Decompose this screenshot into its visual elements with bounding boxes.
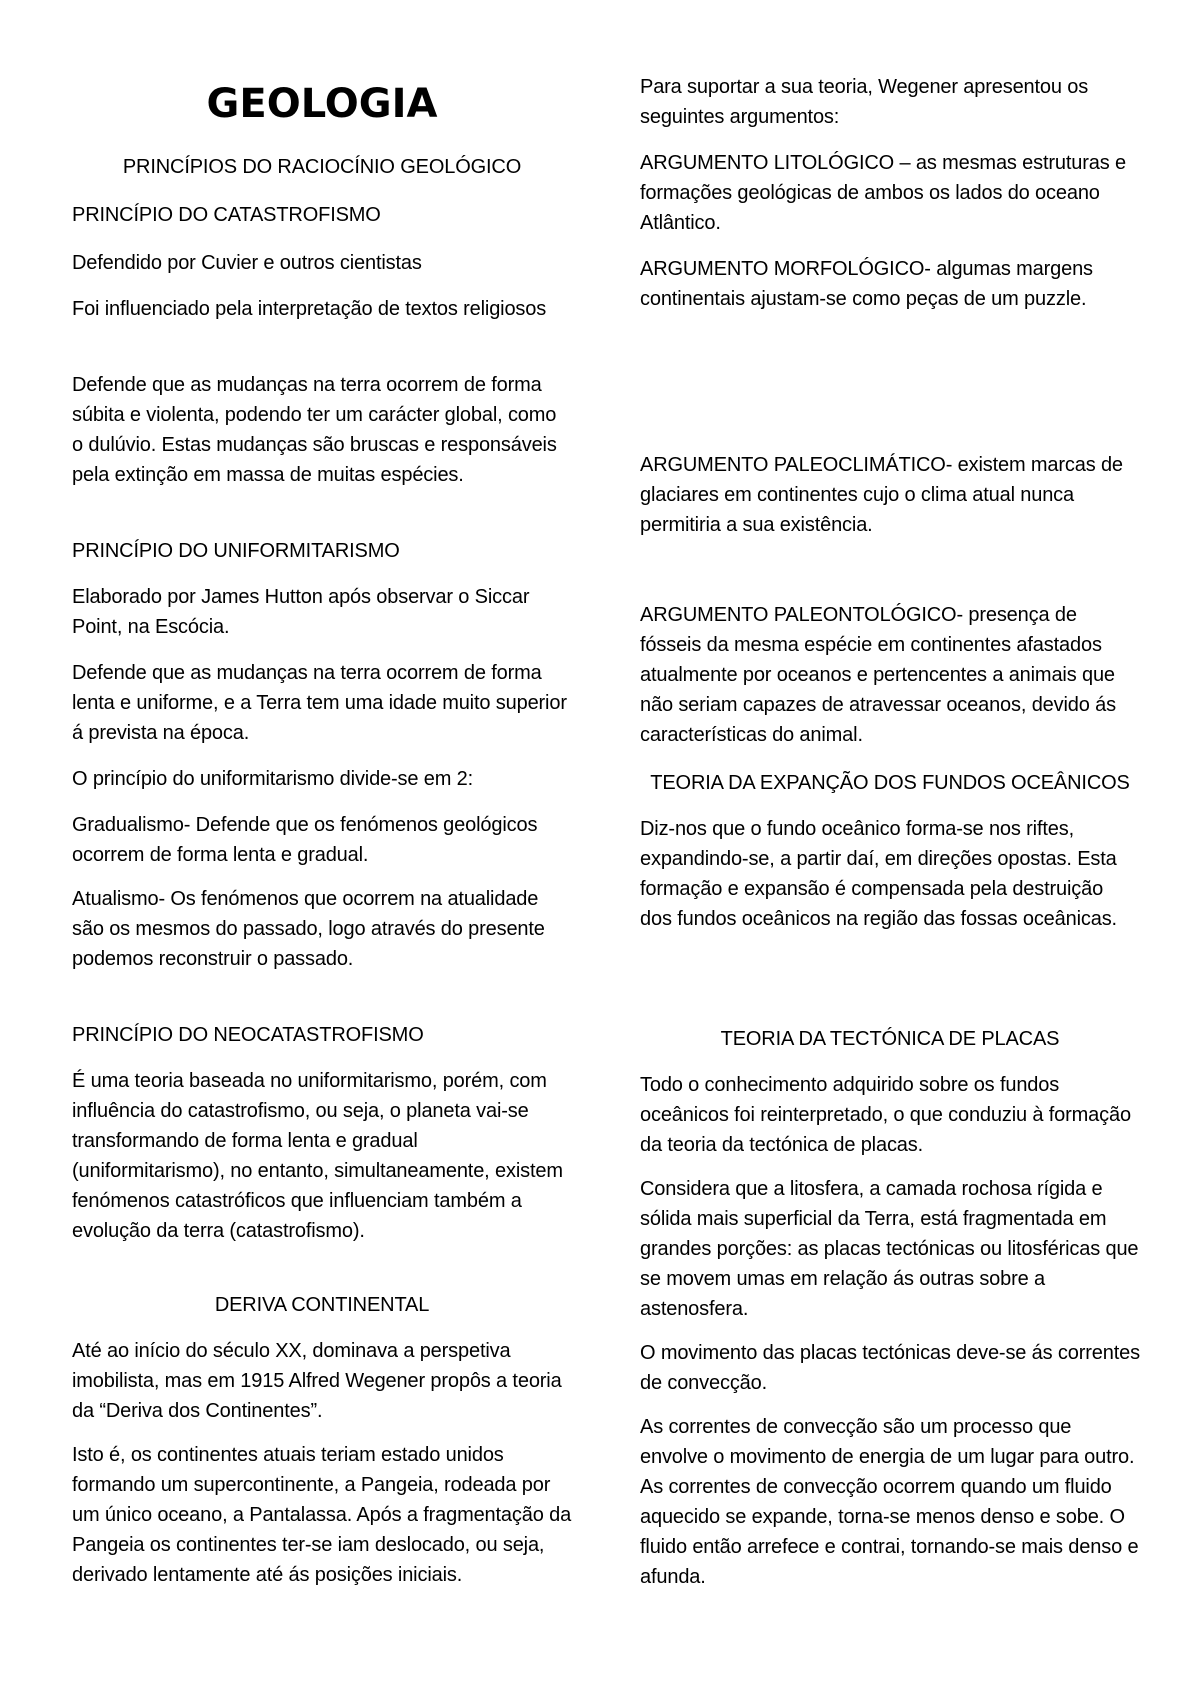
heading-tectonica-placas: TEORIA DA TECTÓNICA DE PLACAS: [720, 1028, 1060, 1050]
heading-deriva-continental: DERIVA CONTINENTAL: [214, 1294, 430, 1316]
paragraph: Até ao início do século XX, dominava a perspetiva imobilista, mas em 1915 Alfred Wegener propôs a teoria da “Deriva dos Continentes”.: [72, 1340, 562, 1422]
document-title: GEOLOGIA: [206, 81, 438, 127]
argument-litologico: ARGUMENTO LITOLÓGICO – as mesmas estruturas e formações geológicas de ambos os lados do oceano Atlântico.: [640, 152, 1126, 234]
paragraph: O movimento das placas tectónicas deve-se ás correntes de convecção.: [640, 1342, 1140, 1394]
paragraph: Elaborado por James Hutton após observar o Siccar Point, na Escócia.: [72, 586, 530, 638]
argument-morfologico: ARGUMENTO MORFOLÓGICO- algumas margens continentais ajustam-se como peças de um puzzle.: [640, 258, 1093, 310]
heading-uniformitarismo: PRINCÍPIO DO UNIFORMITARISMO: [72, 540, 400, 562]
paragraph: Considera que a litosfera, a camada rochosa rígida e sólida mais superficial da Terra, está fragmentada em grandes porções: as placas tectónicas ou litosféricas que se movem umas em relação ás outras sobre a astenosfera.: [640, 1178, 1139, 1320]
paragraph: Foi influenciado pela interpretação de textos religiosos: [72, 298, 547, 320]
paragraph: Isto é, os continentes atuais teriam estado unidos formando um supercontinente, a Pangeia, rodeada por um único oceano, a Pantalassa. Após a fragmentação da Pangeia os continentes ter-se iam deslocado, ou seja, derivado lentamente até ás posições iniciais.: [72, 1444, 572, 1586]
paragraph: Gradualismo- Defende que os fenómenos geológicos ocorrem de forma lenta e gradual.: [72, 814, 538, 866]
argument-paleoclimatico: ARGUMENTO PALEOCLIMÁTICO- existem marcas de glaciares em continentes cujo o clima atual nunca permitiria a sua existência.: [640, 454, 1123, 536]
paragraph: As correntes de convecção são um processo que envolve o movimento de energia de um lugar para outro. As correntes de convecção ocorrem quando um fluido aquecido se expande, torna-se menos denso e sobe. O fluido então arrefece e contrai, tornando-se mais denso e afunda.: [640, 1416, 1139, 1588]
heading-catastrofismo: PRINCÍPIO DO CATASTROFISMO: [72, 204, 381, 226]
paragraph: Defende que as mudanças na terra ocorrem de forma súbita e violenta, podendo ter um carácter global, como o dulúvio. Estas mudanças são bruscas e responsáveis pela extinção em massa de muitas espécies.: [72, 374, 557, 486]
paragraph: O princípio do uniformitarismo divide-se em 2:: [72, 768, 474, 790]
paragraph: Defendido por Cuvier e outros cientistas: [72, 252, 422, 274]
argument-paleontologico: ARGUMENTO PALEONTOLÓGICO- presença de fósseis da mesma espécie em continentes afastados atualmente por oceanos e pertencentes a animais que não seriam capazes de atravessar oceanos, devido ás características do animal.: [640, 604, 1116, 746]
paragraph: Todo o conhecimento adquirido sobre os fundos oceânicos foi reinterpretado, o que conduziu à formação da teoria da tectónica de placas.: [640, 1074, 1131, 1156]
heading-neocatastrofismo: PRINCÍPIO DO NEOCATASTROFISMO: [72, 1024, 424, 1046]
section-subtitle: PRINCÍPIOS DO RACIOCÍNIO GEOLÓGICO: [122, 156, 522, 178]
paragraph: Para suportar a sua teoria, Wegener apresentou os seguintes argumentos:: [640, 76, 1089, 128]
paragraph: É uma teoria baseada no uniformitarismo, porém, com influência do catastrofismo, ou seja, o planeta vai-se transformando de forma lenta e gradual (uniformitarismo), no entanto, simultaneamente, existem fenómenos catastróficos que influenciam também a evolução da terra (catastrofismo).: [72, 1070, 563, 1242]
heading-expansao-fundos: TEORIA DA EXPANÇÃO DOS FUNDOS OCEÂNICOS: [650, 772, 1130, 794]
paragraph: Diz-nos que o fundo oceânico forma-se nos riftes, expandindo-se, a partir daí, em direções opostas. Esta formação e expansão é compensada pela destruição dos fundos oceânicos na região das fossas oceânicas.: [640, 818, 1117, 930]
paragraph: Atualismo- Os fenómenos que ocorrem na atualidade são os mesmos do passado, logo através do presente podemos reconstruir o passado.: [72, 888, 545, 970]
paragraph: Defende que as mudanças na terra ocorrem de forma lenta e uniforme, e a Terra tem uma idade muito superior á prevista na época.: [72, 662, 567, 744]
